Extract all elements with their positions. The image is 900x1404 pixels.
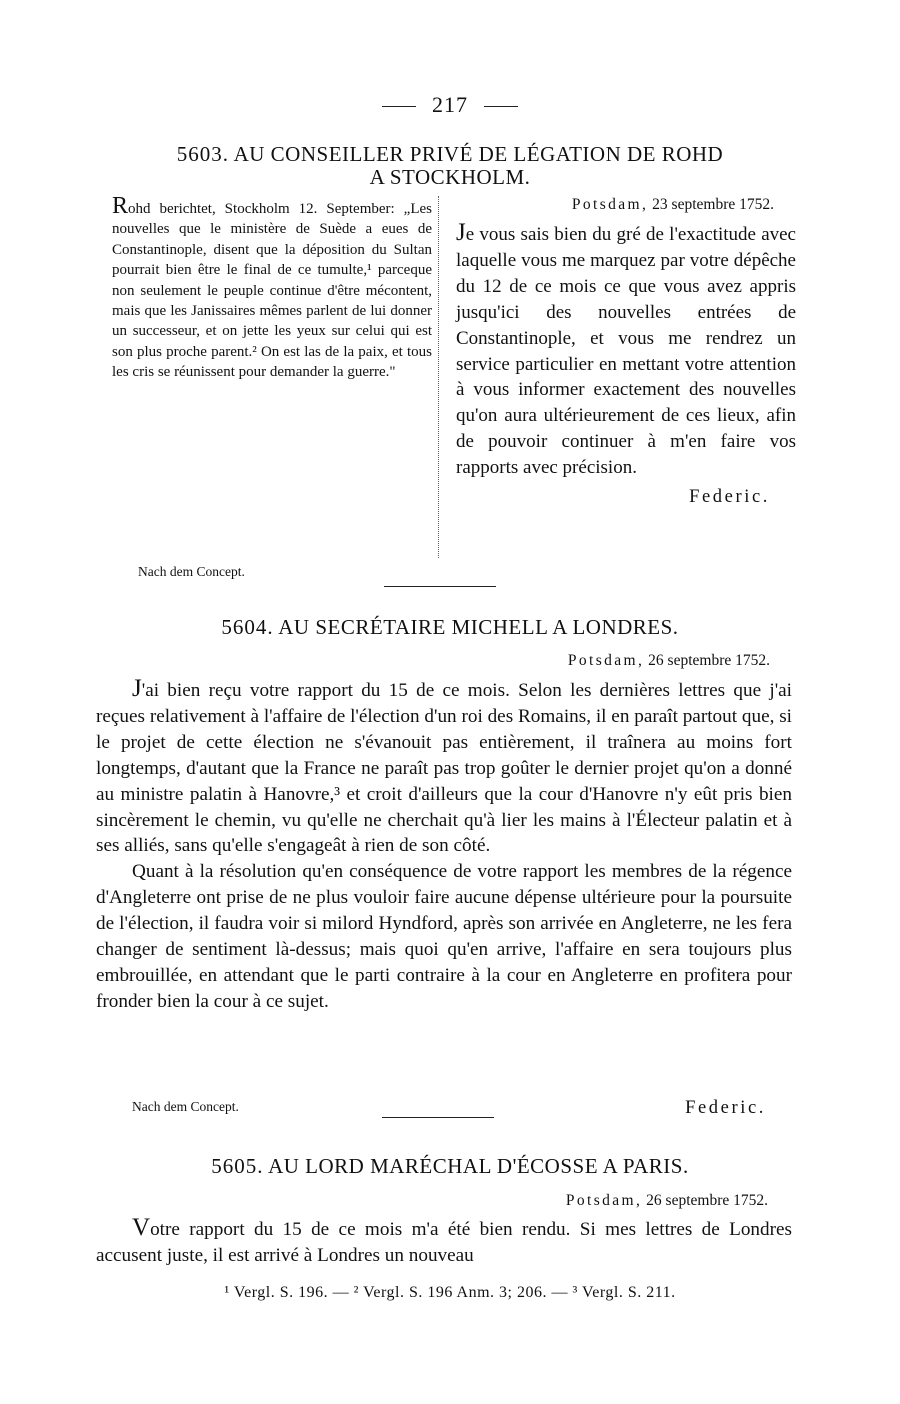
letter-5603-text [456, 220, 796, 481]
summary-initial: R [112, 193, 129, 219]
page-header [0, 92, 900, 118]
letter-5604-title-text: AU SECRÉTAIRE MICHELL A LONDRES. [278, 615, 679, 639]
letter-5604-source: Nach dem Concept. [132, 1099, 239, 1114]
letter-5605-dateline [96, 1192, 768, 1210]
letter-5603-body [456, 196, 796, 508]
separator-rule-1 [384, 586, 496, 587]
letter-5603-number: 5603. [176, 142, 229, 166]
letter-5604-place: Potsdam, [567, 652, 645, 669]
letter-5603-place: Potsdam, [571, 196, 649, 213]
letter-5604-paragraph-1 [96, 676, 792, 859]
letter-5603-signature: Federic. [689, 487, 770, 508]
summary-text: ohd berichtet, Stockholm 12. September: „Les nouvelles que le ministère de Suède a eues de Constantinople, disent que la déposition du Sultan pourrait bien être le final de ce tumulte,¹ parceque non seulement le peuple continue d'être mécontent, mais que les Janissaires mêmes parlent de lui donner un successeur, et on jette les yeux sur celui qui est son plus proche parent.² On est las de la paix, et tous les cris se réunissent pour demander la guerre." [112, 201, 432, 381]
header-dash-left [382, 106, 416, 107]
letter-5604-body [96, 676, 792, 1015]
letter-5603-date: 23 septembre 1752. [652, 196, 774, 213]
letter-5604-dateline [96, 652, 770, 670]
footnotes: ¹ Vergl. S. 196. — ² Vergl. S. 196 Anm. 3; 206. — ³ Vergl. S. 211. [224, 1284, 676, 1301]
page-number: 217 [432, 92, 468, 117]
letter-5605-text-body: otre rapport du 15 de ce mois m'a été bien rendu. Si mes lettres de Londres accusent juste, il est arrivé à Londres un nouveau [96, 1219, 792, 1266]
letter-5603-title [0, 142, 900, 167]
column-divider [438, 196, 439, 558]
letter-5605-paragraph-1 [96, 1215, 792, 1269]
letter-5605-title [0, 1154, 900, 1179]
letter-5603-text-body: e vous sais bien du gré de l'exactitude avec laquelle vous me marquez par votre dépêche du 12 de ce mois ce que vous avez appris jusqu'ici des nouvelles entrées de Constantinople, et vous me rendrez un service particulier en mettant votre attention à vous informer exactement des nouvelles qu'on aura ultérieurement de ces lieux, afin de pouvoir continuer à m'en faire vos rapports avec précision. [456, 224, 796, 479]
letter-5603-summary [112, 193, 432, 383]
letter-5603-initial: J [456, 219, 466, 246]
separator-rule-2 [382, 1117, 494, 1118]
letter-5603-title-line1: AU CONSEILLER PRIVÉ DE LÉGATION DE ROHD [233, 142, 724, 166]
letter-5603-title-line2: A STOCKHOLM. [369, 165, 531, 189]
letter-5604-paragraph-1-text: 'ai bien reçu votre rapport du 15 de ce mois. Selon les dernières lettres que j'ai reçues relativement à l'affaire de l'élection d'un roi des Romains, il en paraît partout que, si le projet de cette élection ne s'évanouit pas entièrement, il traînera au moins fort longtemps, d'autant que la France ne paraît pas trop goûter le dernier projet qu'on a donné au ministre palatin à Hanovre,³ et croit d'ailleurs que la cour d'Hanovre n'y eût pris bien sincèrement le chemin, vu qu'elle ne cherchait qu'à lier les mains à l'Électeur palatin et à ses alliés, sans qu'elle s'engageât à rien de son côté. [96, 680, 792, 857]
letter-5605-title-text: AU LORD MARÉCHAL D'ÉCOSSE A PARIS. [268, 1154, 689, 1178]
letter-5604-initial: J [132, 675, 142, 702]
letter-5605-place: Potsdam, [565, 1192, 643, 1209]
letter-5603-source: Nach dem Concept. [138, 564, 245, 579]
header-dash-right [484, 106, 518, 107]
letter-5604-title [0, 615, 900, 640]
letter-5605-initial: V [132, 1214, 151, 1241]
letter-5603-dateline [456, 196, 774, 214]
letter-5605-number: 5605. [211, 1154, 264, 1178]
letter-5604-number: 5604. [221, 615, 274, 639]
letter-5604-signature: Federic. [685, 1098, 766, 1118]
letter-5605-body [96, 1215, 792, 1269]
letter-5605-date: 26 septembre 1752. [646, 1192, 768, 1209]
letter-5604-date: 26 septembre 1752. [648, 652, 770, 669]
letter-5604-paragraph-2: Quant à la résolution qu'en conséquence de votre rapport les membres de la régence d'Angleterre ont prise de ne plus vouloir faire aucune dépense ultérieure pour la poursuite de l'élection, il faudra voir si milord Hyndford, après son arrivée en Angleterre, ne les fera changer de sentiment là-dessus; mais quoi qu'en arrive, l'affaire en sera toujours plus embrouillée, en attendant que le parti contraire à la cour en Angleterre en profitera pour fronder bien la cour à ce sujet. [96, 861, 792, 1012]
